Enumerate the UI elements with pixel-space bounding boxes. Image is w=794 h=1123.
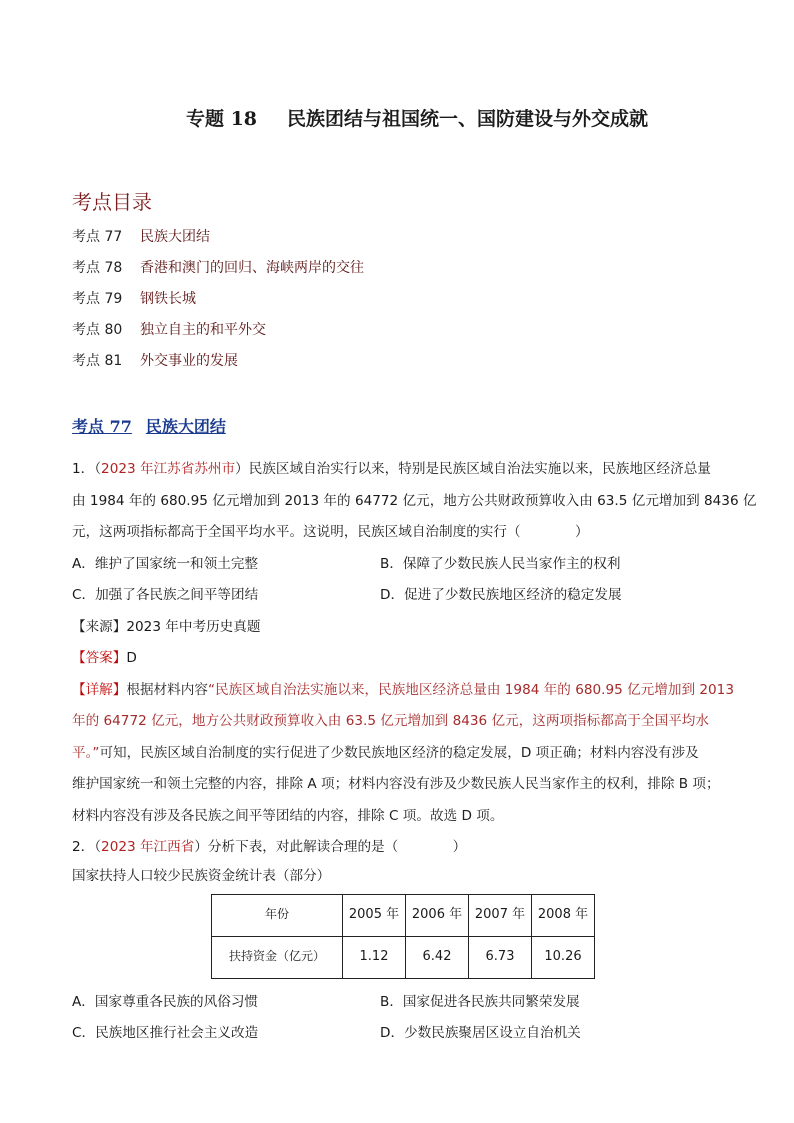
q1-option-a[interactable]: A．维护了国家统一和领土完整 (72, 555, 259, 572)
toc-item-label: 独立自主的和平外交 (140, 322, 266, 338)
toc-item-number: 考点 78 (72, 260, 123, 276)
toc-item[interactable] (72, 257, 364, 288)
q1-stem-line: 元，这两项指标都高于全国平均水平。这说明，民族区域自治制度的实行（ ） (72, 524, 589, 540)
questions-body (72, 454, 757, 1050)
q2-table-caption: 国家扶持人口较少民族资金统计表（部分） (72, 867, 331, 884)
toc-item-label: 外交事业的发展 (140, 353, 238, 369)
toc-item[interactable] (72, 319, 364, 350)
q2-option-b[interactable]: B．国家促进各民族共同繁荣发展 (380, 993, 580, 1010)
q2-option-d[interactable]: D．少数民族聚居区设立自治机关 (380, 1025, 581, 1041)
q1-source-line: 【来源】2023 年中考历史真题 (72, 618, 261, 635)
q1-detail-line: 材料内容没有涉及各民族之间平等团结的内容，排除 C 项。故选 D 项。 (72, 807, 504, 824)
table-cell: 6.42 (406, 936, 469, 978)
q1-detail-line: 【详解】根据材料内容“民族区域自治法实施以来，民族地区经济总量由 1984 年的 680.95 亿元增加到 2013 (72, 681, 734, 698)
q2-options-row (72, 987, 724, 1019)
q2-source: 2023 年江西省 (101, 839, 195, 855)
table-cell: 6.73 (469, 936, 532, 978)
toc-item[interactable] (72, 288, 364, 319)
toc-item-label: 钢铁长城 (140, 291, 196, 307)
q1-stem-line: 由 1984 年的 680.95 亿元增加到 2013 年的 64772 亿元，地方公共财政预算收入由 63.5 亿元增加到 8436 亿 (72, 492, 757, 509)
q2-option-a[interactable]: A．国家尊重各民族的风俗习惯 (72, 993, 259, 1010)
q1-stem-line: 1．（2023 年江苏省苏州市）民族区域自治实行以来，特别是民族区域自治法实施以来，民族地区经济总量 (72, 461, 711, 477)
q1-source: 2023 年江苏省苏州市 (101, 461, 236, 477)
table-cell: 扶持资金（亿元） (212, 936, 343, 978)
title-text: 民族团结与祖国统一、国防建设与外交成就 (287, 108, 649, 130)
toc-item-number: 考点 79 (72, 291, 123, 307)
detail-tag: 【详解】 (72, 681, 127, 698)
q1-answer-line (72, 643, 724, 675)
answer-value: D (126, 650, 137, 666)
toc-item-number: 考点 77 (72, 229, 123, 245)
toc-item[interactable] (72, 350, 364, 381)
q1-option-c[interactable]: C．加强了各民族之间平等团结 (72, 587, 259, 603)
table-row (212, 936, 595, 978)
table-cell: 2006 年 (406, 894, 469, 936)
funding-table (211, 894, 595, 979)
section-number: 考点 77 (72, 417, 132, 436)
toc-item-number: 考点 80 (72, 322, 123, 338)
q1-options-row (72, 549, 724, 581)
toc-list (72, 226, 364, 381)
table-cell: 10.26 (532, 936, 595, 978)
toc-item[interactable] (72, 226, 364, 257)
answer-tag: 【答案】 (72, 650, 127, 666)
q1-option-b[interactable]: B．保障了少数民族人民当家作主的权利 (380, 555, 621, 572)
q1-options-row (72, 580, 724, 612)
table-cell: 2005 年 (343, 894, 406, 936)
section-heading[interactable] (72, 414, 226, 437)
title-topic-number: 专题 18 (185, 108, 258, 130)
page-title (0, 104, 794, 131)
q1-detail-line: 维护国家统一和领土完整的内容，排除 A 项；材料内容没有涉及少数民族人民当家作主的权利，排除 B 项； (72, 776, 720, 792)
q1-detail-line: 平。”可知，民族区域自治制度的实行促进了少数民族地区经济的稳定发展，D 项正确；材料内容没有涉及 (72, 744, 699, 761)
q2-option-c[interactable]: C．民族地区推行社会主义改造 (72, 1025, 259, 1041)
section-label: 民族大团结 (145, 417, 226, 436)
q2-options-row (72, 1018, 724, 1050)
q1-option-d[interactable]: D．促进了少数民族地区经济的稳定发展 (380, 587, 622, 603)
toc-item-label: 民族大团结 (140, 229, 210, 245)
toc-item-label: 香港和澳门的回归、海峡两岸的交往 (140, 260, 364, 276)
table-cell: 2008 年 (532, 894, 595, 936)
table-cell: 1.12 (343, 936, 406, 978)
q2-stem-line: 2．（2023 年江西省）分析下表，对此解读合理的是（ ） (72, 839, 467, 855)
q1-detail-line: 年的 64772 亿元，地方公共财政预算收入由 63.5 亿元增加到 8436 亿元，这两项指标都高于全国平均水 (72, 713, 709, 729)
table-cell: 年份 (212, 894, 343, 936)
table-cell: 2007 年 (469, 894, 532, 936)
table-row (212, 894, 595, 936)
toc-item-number: 考点 81 (72, 353, 123, 369)
toc-heading: 考点目录 (72, 190, 152, 214)
